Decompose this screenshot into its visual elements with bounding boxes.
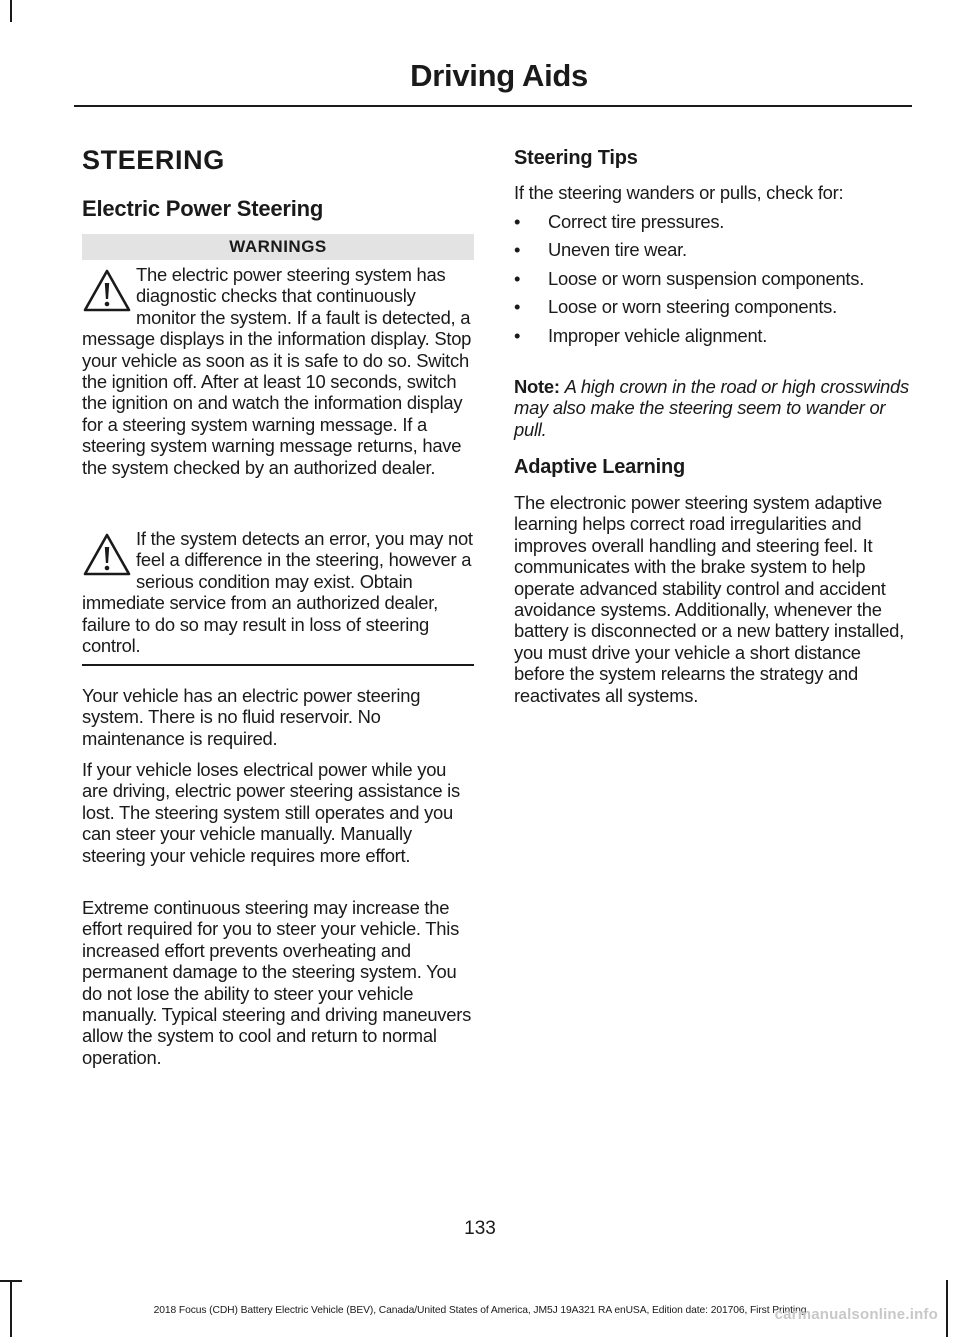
crop-mark-top-left <box>10 0 12 22</box>
warning-triangle-icon <box>82 532 132 578</box>
warning-text: If the system detects an error, you may not feel a difference in the steering, however a serious condition may exist. Obtain immediate service from an authorized dealer, failure to do so may result in loss of steering control. <box>82 528 473 657</box>
paragraph-text: Your vehicle has an electric power steering system. There is no fluid reservoir. No maintenance is required. <box>82 685 421 749</box>
list-item-text: Correct tire pressures. <box>548 211 725 232</box>
note-label: Note: <box>514 376 560 397</box>
bullet: • <box>514 211 521 232</box>
list-item <box>514 239 912 260</box>
note <box>514 376 912 440</box>
body-paragraph <box>82 685 474 749</box>
warnings-end-rule <box>82 664 474 666</box>
crop-mark-bottom-left-h <box>0 1280 22 1282</box>
paragraph-text: The electronic power steering system adaptive learning helps correct road irregularities and improves overall handling and steering feel. It communicates with the brake system to help operate advanced stability control and accident avoidance systems. Additionally, whenever the battery is disconnected or a new battery installed, you must drive your vehicle a short distance before the system relearns the strategy and reactivates all systems. <box>514 492 905 706</box>
steering-tips-title: Steering Tips <box>514 147 638 169</box>
header-rule <box>74 105 912 107</box>
tips-intro-text: If the steering wanders or pulls, check for: <box>514 182 844 203</box>
bullet: • <box>514 239 521 261</box>
watermark: carmanualsonline.info <box>774 1306 938 1323</box>
page-number: 133 <box>464 1218 496 1239</box>
note-text: A high crown in the road or high crosswinds may also make the steering seem to wander or pull. <box>514 376 909 440</box>
paragraph-text: If your vehicle loses electrical power while you are driving, electric power steering assistance is lost. The steering system still operates and you can steer your vehicle manually. Manually steering your vehicle requires more effort. <box>82 759 460 866</box>
list-item-text: Loose or worn suspension components. <box>548 267 865 289</box>
warning-triangle-icon <box>82 268 132 314</box>
warning-item <box>82 528 474 656</box>
list-item <box>514 325 912 346</box>
page-header-title: Driving Aids <box>410 58 588 93</box>
tips-intro <box>514 182 912 203</box>
list-item <box>514 211 912 232</box>
list-item <box>514 268 912 289</box>
steering-tips-list <box>514 211 912 353</box>
bullet: • <box>514 324 521 346</box>
warning-item <box>82 264 474 478</box>
bullet: • <box>514 267 521 289</box>
bullet: • <box>514 296 521 318</box>
section-title: STEERING <box>82 145 225 175</box>
body-paragraph <box>82 759 474 866</box>
list-item-text: Uneven tire wear. <box>548 239 687 261</box>
paragraph-text: Extreme continuous steering may increase the effort required for you to steer your vehicle. This increased effort prevents overheating and permanent damage to the steering system. You do not lose the ability to steer your vehicle manually. Typical steering and driving maneuvers allow the system to cool and return to normal operation. <box>82 897 472 1068</box>
adaptive-learning-title: Adaptive Learning <box>514 456 686 478</box>
list-item-text: Loose or worn steering components. <box>548 296 837 318</box>
warning-text: The electric power steering system has diagnostic checks that continuously monitor the system. If a fault is detected, a message displays in the information display. Stop your vehicle as soon as it is safe to do so. Switch the ignition off. After at least 10 seconds, switch the ignition on and watch the information display for a steering system warning message. If a steering system warning message returns, have the system checked by an authorized dealer. <box>82 264 472 478</box>
list-item <box>514 296 912 317</box>
subsection-title: Electric Power Steering <box>82 196 324 221</box>
adaptive-learning-paragraph <box>514 492 912 706</box>
warnings-header: WARNINGS <box>82 234 474 260</box>
body-paragraph <box>82 897 474 1068</box>
footer-text: 2018 Focus (CDH) Battery Electric Vehicle (BEV), Canada/United States of America, JM5J 19A321 RA enUSA, Edition date: 201706, First Printing <box>153 1305 807 1316</box>
list-item-text: Improper vehicle alignment. <box>548 324 768 346</box>
